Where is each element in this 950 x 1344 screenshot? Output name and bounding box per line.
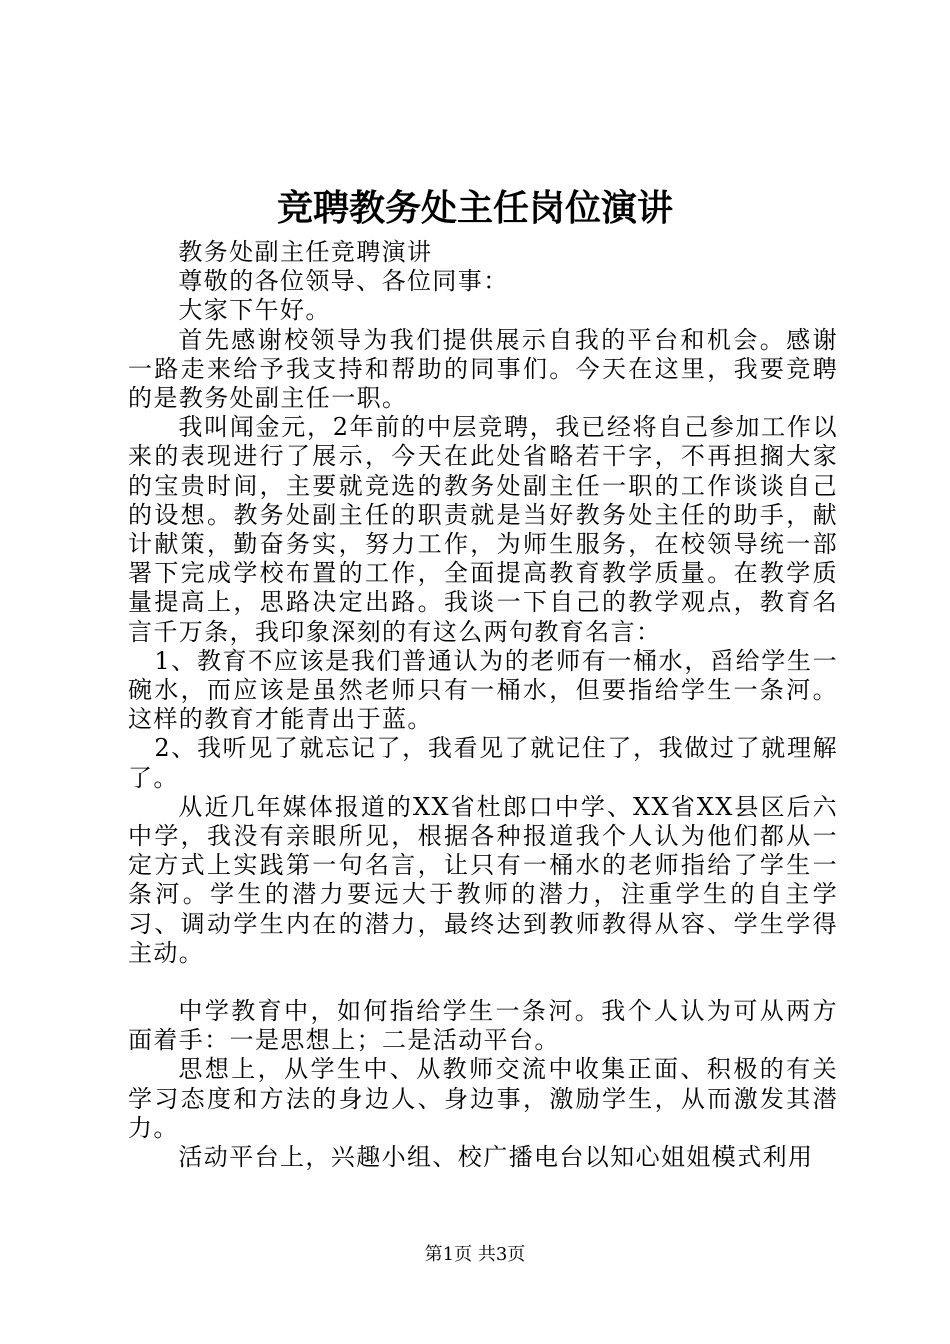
salutation: 尊敬的各位领导、各位同事： [178,267,509,296]
document-title: 竞聘教务处主任岗位演讲 [276,187,673,229]
document-body [128,238,838,1172]
paragraph: 首先感谢校领导为我们提供展示自我的平台和机会。感谢一路走来给予我支持和帮助的同事们。今天在这里，我要竞聘的是教务处副主任一职。 [128,325,838,413]
list-item: 1、教育不应该是我们普通认为的老师有一桶水，舀给学生一碗水，而应该是虽然老师只有一桶水，但要指给学生一条河。这样的教育才能青出于蓝。 [128,646,838,734]
paragraph: 中学教育中，如何指给学生一条河。我个人认为可从两方面着手：一是思想上；二是活动平台。 [128,997,838,1055]
list-item: 2、我听见了就忘记了，我看见了就记住了，我做过了就理解了。 [128,734,838,792]
subtitle-line: 教务处副主任竞聘演讲 [178,238,433,266]
paragraph: 思想上，从学生中、从教师交流中收集正面、积极的有关学习态度和方法的身边人、身边事，激励学生，从而激发其潜力。 [128,1055,838,1142]
paragraph: 活动平台上，兴趣小组、校广播电台以知心姐姐模式利用 [178,1143,814,1172]
paragraph: 我叫闻金元，2年前的中层竞聘，我已经将自己参加工作以来的表现进行了展示，今天在此处省略若干字，不再担搁大家的宝贵时间，主要就竞选的教务处副主任一职的工作谈谈自己的设想。教务处副主任的职责就是当好教务处主任的助手，献计献策，勤奋务实，努力工作，为师生服务，在校领导统一部署下完成学校布置的工作，全面提高教育教学质量。在教学质量提高上，思路决定出路。我谈一下自己的教学观点，教育名言千万条，我印象深刻的有这么两句教育名言： [128,413,838,646]
paragraph: 从近几年媒体报道的XX省杜郎口中学、XX省XX县区后六中学，我没有亲眼所见，根据各种报道我个人认为他们都从一定方式上实践第一句名言，让只有一桶水的老师指给了学生一条河。学生的潜力要远大于教师的潜力，注重学生的自主学习、调动学生内在的潜力，最终达到教师教得从容、学生学得主动。 [128,792,838,967]
page-footer: 第1页 共3页 [424,1244,526,1265]
greeting: 大家下午好。 [178,296,331,325]
